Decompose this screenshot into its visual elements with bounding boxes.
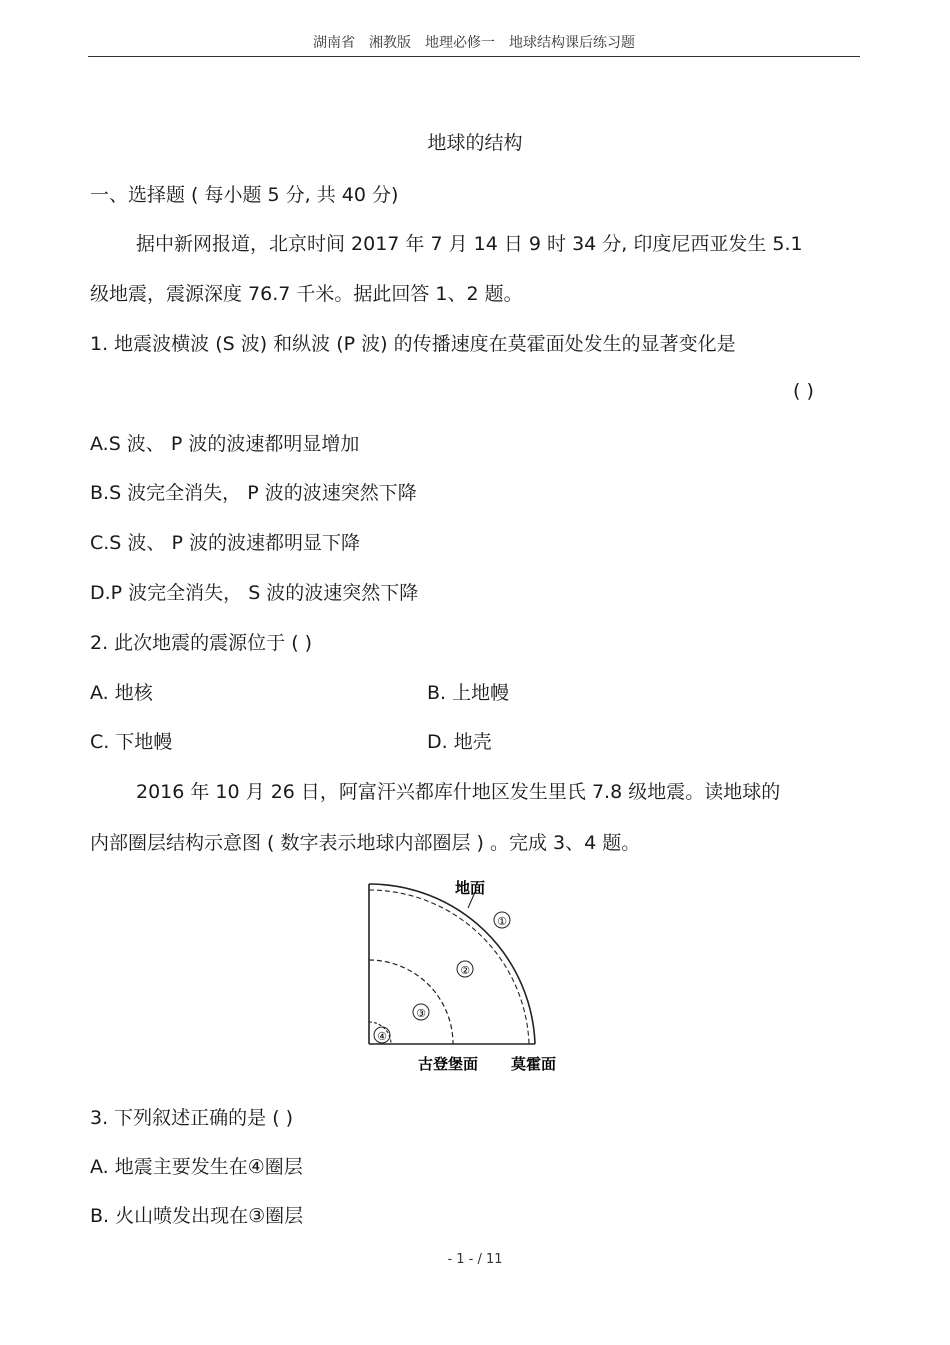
page-header: 湖南省 湘教版 地理必修一 地球结构课后练习题: [88, 30, 860, 57]
passage1-line1: 据中新网报道，北京时间 2017 年 7 月 14 日 9 时 34 分, 印度尼西亚发生 5.1: [136, 233, 803, 255]
passage2-line2: 内部圈层结构示意图 ( 数字表示地球内部圈层 ) 。完成 3、4 题。: [90, 832, 641, 854]
q1-answer-paren: ( ): [793, 380, 814, 402]
q1-stem: 1. 地震波横波 (S 波) 和纵波 (P 波) 的传播速度在莫霍面处发生的显著变化是: [90, 333, 736, 355]
layer-4-label: ④: [377, 1030, 387, 1043]
gutenberg-label: 古登堡面: [418, 1055, 479, 1073]
passage2-line1: 2016 年 10 月 26 日，阿富汗兴都库什地区发生里氏 7.8 级地震。读地球的: [136, 781, 781, 803]
q2-option-a: A. 地核: [90, 682, 153, 704]
layer-2-label: ②: [460, 964, 470, 977]
q3-option-a: A. 地震主要发生在④圈层: [90, 1156, 303, 1178]
q1-option-c: C.S 波、 P 波的波速都明显下降: [90, 532, 360, 554]
q1-option-a: A.S 波、 P 波的波速都明显增加: [90, 433, 360, 455]
layer-1-label: ①: [497, 915, 507, 928]
surface-label: 地面: [455, 879, 486, 897]
passage1-line2: 级地震，震源深度 76.7 千米。据此回答 1、2 题。: [90, 283, 523, 305]
q2-option-d: D. 地壳: [427, 731, 492, 753]
section-heading: 一、选择题 ( 每小题 5 分, 共 40 分): [90, 184, 399, 206]
q2-option-b: B. 上地幔: [427, 682, 510, 704]
page-number: - 1 - / 11: [447, 1252, 503, 1267]
earth-interior-diagram: [365, 872, 580, 1077]
moho-label: 莫霍面: [511, 1055, 557, 1073]
q2-stem: 2. 此次地震的震源位于 ( ): [90, 632, 313, 654]
q3-stem: 3. 下列叙述正确的是 ( ): [90, 1107, 294, 1129]
q1-option-d: D.P 波完全消失， S 波的波速突然下降: [90, 582, 419, 604]
document-title: 地球的结构: [427, 132, 523, 154]
q2-option-c: C. 下地幔: [90, 731, 173, 753]
layer-3-label: ③: [416, 1007, 426, 1020]
q3-option-b: B. 火山喷发出现在③圈层: [90, 1205, 304, 1227]
q1-option-b: B.S 波完全消失， P 波的波速突然下降: [90, 482, 417, 504]
